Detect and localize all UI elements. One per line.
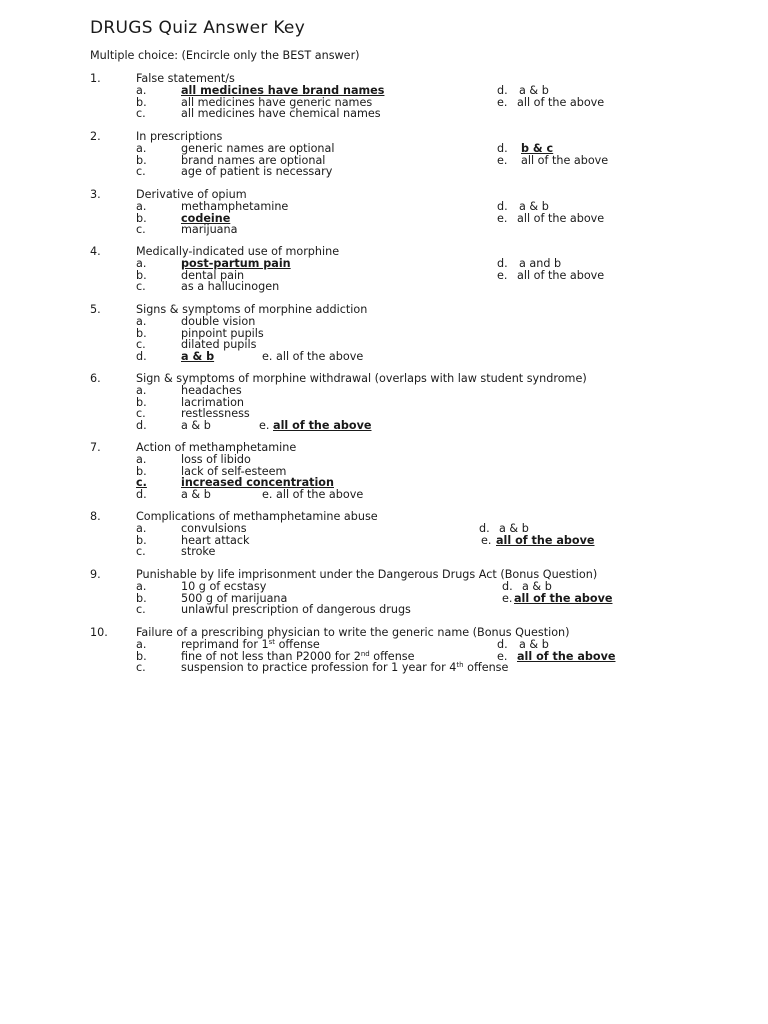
option-b-letter: b. [136, 395, 147, 409]
option-e-letter: e. [259, 418, 270, 432]
question-5 [0, 303, 768, 362]
option-b-text: lacrimation [181, 395, 245, 409]
option-b-letter: b. [136, 153, 147, 167]
question-number: 2. [90, 130, 101, 143]
option-d-text: a & b [499, 522, 529, 535]
option-e [262, 489, 363, 501]
question-8 [0, 510, 768, 558]
option-b-letter: b. [136, 95, 147, 109]
option-c-correct: increased concentration [181, 476, 334, 489]
instructions: Multiple choice: (Encircle only the BEST answer) [90, 49, 360, 62]
question-stem: Complications of methamphetamine abuse [136, 510, 378, 523]
question-number: 1. [90, 72, 101, 85]
question-stem: False statement/s [136, 72, 235, 85]
option-e-letter: e. [497, 211, 508, 225]
option-b-text: brand names are optional [181, 153, 326, 167]
option-c-letter: c. [136, 661, 146, 674]
page-title: DRUGS Quiz Answer Key [90, 18, 306, 38]
option-d-letter: d. [479, 522, 490, 535]
option-c-text: age of patient is necessary [181, 165, 333, 178]
option-d-letter: d. [136, 418, 147, 432]
question-stem: Derivative of opium [136, 188, 247, 201]
question-number: 5. [90, 303, 101, 316]
option-b-letter: b. [136, 211, 147, 225]
question-1 [0, 72, 768, 120]
option-b-letter: b. [136, 268, 147, 282]
question-number: 9. [90, 568, 101, 581]
question-stem: Action of methamphetamine [136, 441, 297, 454]
option-b-text: pinpoint pupils [181, 326, 264, 340]
question-stem: Punishable by life imprisonment under the Dangerous Drugs Act (Bonus Question) [136, 568, 598, 581]
option-c-letter: c. [136, 223, 146, 236]
option-b-correct: codeine [181, 211, 231, 225]
option-d-letter: d. [497, 638, 508, 651]
option-c-letter: c. [136, 107, 146, 120]
option-d-text: a & b [519, 200, 549, 213]
option-a-text: reprimand for 1st offense [181, 638, 320, 651]
option-a-letter: a. [136, 453, 147, 466]
option-e [259, 420, 372, 432]
question-stem: Signs & symptoms of morphine addiction [136, 303, 368, 316]
option-e-correct: all of the above [273, 418, 372, 432]
option-b-text: 500 g of marijuana [181, 591, 288, 605]
question-number: 6. [90, 372, 101, 385]
option-c-letter: c. [136, 165, 146, 178]
question-number: 3. [90, 188, 101, 201]
option-b-letter: b. [136, 533, 147, 547]
option-b-text: lack of self-esteem [181, 464, 287, 478]
option-a-correct: post-partum pain [181, 257, 291, 270]
option-c-text: restlessness [181, 407, 250, 420]
option-d-letter: d. [497, 257, 508, 270]
question-10 [0, 626, 768, 674]
option-a-letter: a. [136, 384, 147, 397]
option-e-text: all of the above [517, 95, 605, 109]
option-a-letter: a. [136, 580, 147, 593]
option-e-text: all of the above [521, 153, 609, 167]
option-d-letter: d. [136, 349, 147, 363]
option-c-letter: c. [136, 407, 146, 420]
option-a-letter: a. [136, 257, 147, 270]
question-9 [0, 568, 768, 616]
option-c-letter: c. [136, 338, 146, 351]
option-d-correct: a & b [181, 349, 215, 363]
question-stem: Failure of a prescribing physician to write the generic name (Bonus Question) [136, 626, 570, 639]
option-e-correct: all of the above [496, 533, 595, 547]
option-c-letter: c. [136, 545, 146, 558]
question-number: 8. [90, 510, 101, 523]
option-d-letter: d. [497, 84, 508, 97]
option-b-text: dental pain [181, 268, 245, 282]
option-e-letter: e. [262, 349, 273, 363]
question-2 [0, 130, 768, 178]
option-a-letter: a. [136, 522, 147, 535]
option-e [262, 351, 363, 363]
option-b-letter: b. [136, 649, 147, 663]
option-b-letter: b. [136, 464, 147, 478]
option-b-letter: b. [136, 326, 147, 340]
option-a-text: loss of libido [181, 453, 251, 466]
option-c-text: unlawful prescription of dangerous drugs [181, 603, 411, 616]
option-c-text: dilated pupils [181, 338, 257, 351]
option-a-text: convulsions [181, 522, 247, 535]
option-a-letter: a. [136, 200, 147, 213]
option-b-letter: b. [136, 591, 147, 605]
option-d-text: a & b [519, 84, 549, 97]
question-3 [0, 188, 768, 236]
question-number: 4. [90, 245, 101, 258]
option-d-letter: d. [497, 142, 508, 155]
option-d-letter: d. [497, 200, 508, 213]
option-c-text: suspension to practice profession for 1 year for 4th offense [181, 661, 509, 674]
option-e-letter: e. [502, 591, 513, 605]
option-e-letter: e. [262, 487, 273, 501]
option-d-text: a & b [522, 580, 552, 593]
option-c-letter: c. [136, 603, 146, 616]
option-c-letter: c. [136, 280, 146, 293]
option-b-text: heart attack [181, 533, 250, 547]
option-e-correct: all of the above [517, 649, 616, 663]
option-a-text: 10 g of ecstasy [181, 580, 267, 593]
option-a-text: double vision [181, 315, 256, 328]
option-d-text: a & b [181, 418, 211, 432]
option-a-text: generic names are optional [181, 142, 335, 155]
option-e-text: all of the above [517, 211, 605, 225]
option-c-letter: c. [136, 476, 147, 489]
option-a-text: headaches [181, 384, 242, 397]
option-a-correct: all medicines have brand names [181, 84, 385, 97]
option-d-text: a and b [519, 257, 562, 270]
option-d-text: a & b [181, 487, 211, 501]
option-e-letter: e. [497, 95, 508, 109]
option-e-letter: e. [497, 649, 508, 663]
option-c-text: marijuana [181, 223, 238, 236]
question-number: 10. [90, 626, 108, 639]
option-b-text: all medicines have generic names [181, 95, 373, 109]
option-d-correct: b & c [521, 142, 554, 155]
question-6 [0, 372, 768, 431]
question-7 [0, 441, 768, 500]
option-a-letter: a. [136, 315, 147, 328]
question-stem: Sign & symptoms of morphine withdrawal (overlaps with law student syndrome) [136, 372, 587, 385]
option-e-letter: e. [497, 268, 508, 282]
question-stem: In prescriptions [136, 130, 223, 143]
option-e-letter: e. [497, 153, 508, 167]
option-e-text: all of the above [276, 349, 364, 363]
question-number: 7. [90, 441, 101, 454]
option-c-text: stroke [181, 545, 216, 558]
option-a-letter: a. [136, 84, 147, 97]
option-a-letter: a. [136, 638, 147, 651]
option-e-correct: all of the above [514, 591, 613, 605]
option-d-text: a & b [519, 638, 549, 651]
option-c-text: all medicines have chemical names [181, 107, 381, 120]
question-stem: Medically-indicated use of morphine [136, 245, 340, 258]
option-c-text: as a hallucinogen [181, 280, 280, 293]
option-d-letter: d. [502, 580, 513, 593]
question-4 [0, 245, 768, 293]
option-a-text: methamphetamine [181, 200, 289, 213]
option-a-letter: a. [136, 142, 147, 155]
option-e-text: all of the above [276, 487, 364, 501]
option-b-text: fine of not less than P2000 for 2nd offense [181, 649, 415, 663]
option-d-letter: d. [136, 487, 147, 501]
option-e-text: all of the above [517, 268, 605, 282]
option-e-letter: e. [481, 533, 492, 547]
